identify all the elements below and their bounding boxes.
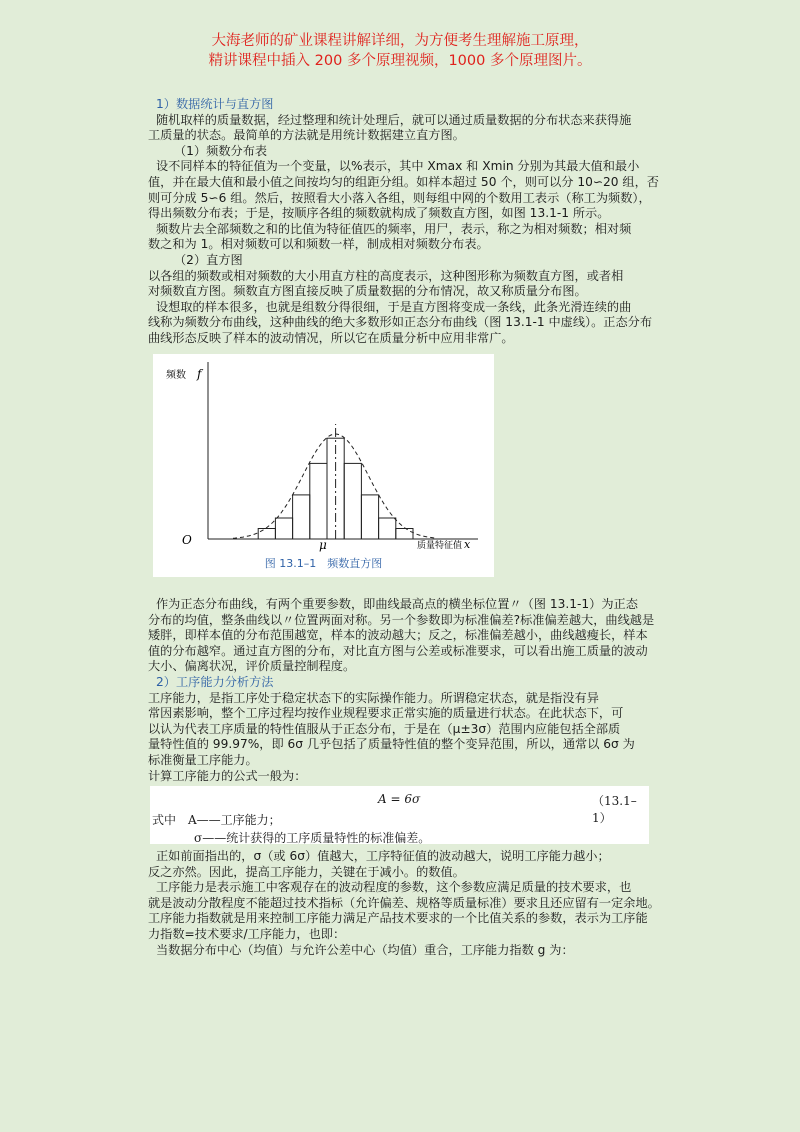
- paragraph-line: 正如前面指出的，σ（或 6σ）值越大，工序特征值的波动越大，说明工序能力越小；: [156, 849, 610, 863]
- origin-label: O: [182, 533, 192, 547]
- paragraph-line: 值的分布越窄。通过直方图的分布，对比直方图与公差或标准要求，可以看出施工质量的波动: [148, 643, 648, 658]
- subheading: （1）频数分布表: [174, 143, 268, 158]
- paragraph-line: 数之和为 1。相对频数可以和频数一样，制成相对频数分布表。: [148, 237, 489, 252]
- paragraph-line: 频数片去全部频数之和的比值为特征值匹的频率，用尸，表示，称之为相对频数；相对频: [156, 221, 632, 236]
- subheading: （2）直方图: [174, 252, 243, 267]
- paragraph-line: 计算工序能力的公式一般为：: [148, 768, 307, 783]
- paragraph-line: 工序能力指数就是用来控制工序能力满足产品技术要求的一个比值关系的参数，表示为工序能: [148, 911, 648, 926]
- promo-banner-line-2: 精讲课程中插入 200 多个原理视频，1000 多个原理图片。: [208, 53, 592, 69]
- histogram-bar: [293, 495, 310, 539]
- histogram-bar: [344, 463, 361, 539]
- paragraph-line: 大小、偏离状况，评价质量控制程度。: [148, 659, 356, 674]
- paragraph-line: 对频数直方图。频数直方图直接反映了质量数据的分布情况，故又称质量分布图。: [148, 284, 587, 299]
- histogram-bar: [396, 529, 413, 540]
- paragraph-line: 标准衡量工序能力。: [148, 752, 258, 767]
- section-2-text: [148, 675, 654, 784]
- histogram-bar: [258, 529, 275, 540]
- histogram-bar: [310, 463, 327, 539]
- paragraph-line: 分布的均值，整条曲线以〃位置两面对称。另一个参数即为标准偏差?标准偏差越大，曲线越是: [148, 612, 655, 627]
- paragraph-line: 以认为代表工序质量的特性值服从于正态分布，于是在（μ±3σ）范围内应能包括全部质: [148, 721, 621, 736]
- promo-banner-line-1: 大海老师的矿业课程讲解详细，为方便考生理解施工原理，: [211, 33, 589, 49]
- histogram-bar: [361, 495, 378, 539]
- y-axis-label: 频数: [166, 370, 186, 381]
- paragraph-line: 值，并在最大值和最小值之间按均匀的组距分组。如样本超过 50 个，则可以分 10∽20 组，否: [148, 174, 659, 189]
- paragraph-line: 以各组的频数或相对频数的大小用直方柱的高度表示，这种图形称为频数直方图，或者相: [148, 268, 624, 283]
- normal-distribution-curve: [233, 434, 437, 538]
- section-heading: 2）工序能力分析方法: [156, 675, 274, 689]
- section-heading: 1）数据统计与直方图: [156, 97, 274, 111]
- paragraph-line: 反之亦然。因此，提高工序能力，关键在于减小。的数值。: [148, 864, 465, 879]
- paragraph-line: 矮胖，即样本值的分布范围越宽，样本的波动越大；反之，标准偏差越小，曲线越瘦长，样本: [148, 628, 648, 643]
- paragraph-line: 则可分成 5∽6 组。然后，按照看大小落入各组，则每组中网的个数用工表示（称工为频数），: [148, 190, 651, 205]
- histogram-bar: [379, 518, 396, 539]
- paragraph-line: 曲线形态反映了样本的波动情况，所以它在质量分析中应用非常广。: [148, 330, 514, 345]
- formula-box: [150, 786, 649, 844]
- formula-number: （13.1–1）: [592, 794, 637, 825]
- paragraph-line: 工序能力，是指工序处于稳定状态下的实际操作能力。所谓稳定状态，就是指没有异: [148, 690, 599, 705]
- paragraph-line: 就是波动分散程度不能超过技术指标（允许偏差、规格等质量标准）要求且还应留有一定余地。: [148, 895, 660, 910]
- paragraph-line: 设不同样本的特征值为一个变量，以%表示，其中 Xmax 和 Xmin 分别为其最大值和最小: [156, 159, 640, 174]
- paragraph-line: 随机取样的质量数据，经过整理和统计处理后，就可以通过质量数据的分布状态来获得施: [156, 112, 632, 127]
- section-1-text: [148, 97, 659, 347]
- paragraph-line: 力指数=技术要求/工序能力，也即：: [148, 926, 346, 941]
- paragraph-line: 当数据分布中心（均值）与允许公差中心（均值）重合，工序能力指数 g 为：: [156, 942, 574, 957]
- section-2b-text: [148, 849, 660, 958]
- paragraph-line: 线称为频数分布曲线，这种曲线的绝大多数形如正态分布曲线（图 13.1-1 中虚线）。正态分布: [148, 315, 653, 330]
- x-axis-symbol: x: [464, 538, 471, 551]
- figure-caption: 图 13.1–1 频数直方图: [264, 557, 383, 570]
- section-1b-text: [148, 597, 654, 675]
- paragraph-line: 作为正态分布曲线，有两个重要参数，即曲线最高点的横坐标位置〃（图 13.1-1）为正态: [156, 597, 638, 611]
- formula-where-line-2: σ——统计获得的工序质量特性的标准偏差。: [194, 831, 431, 845]
- paragraph-line: 工序能力是表示施工中客观存在的波动程度的参数，这个参数应满足质量的技术要求，也: [156, 880, 632, 895]
- histogram-svg: [153, 354, 494, 577]
- x-axis-label: 质量特征值: [417, 541, 463, 551]
- paragraph-line: 常因素影响，整个工序过程均按作业规程要求正常实施的质量进行状态。在此状态下，可: [148, 706, 624, 721]
- paragraph-line: 得出频数分布表；于是，按顺序各组的频数就构成了频数直方图，如图 13.1-1 所示。: [148, 206, 610, 221]
- histogram-bar: [275, 518, 292, 539]
- y-axis-symbol: f: [197, 367, 202, 381]
- histogram-figure: [153, 354, 494, 577]
- formula-equation: A = 6σ: [378, 792, 421, 806]
- mean-label: μ: [319, 538, 327, 552]
- paragraph-line: 工质量的状态。最简单的方法就是用统计数据建立直方图。: [148, 128, 465, 143]
- paragraph-line: 量特性值的 99.97%，即 6σ 几乎包括了质量特性值的整个变异范围，所以，通常以 6σ 为: [148, 737, 635, 752]
- formula-where-line-1: 式中 A——工序能力；: [152, 813, 281, 827]
- paragraph-line: 设想取的样本很多，也就是组数分得很细，于是直方图将变成一条线，此条光滑连续的曲: [156, 299, 632, 314]
